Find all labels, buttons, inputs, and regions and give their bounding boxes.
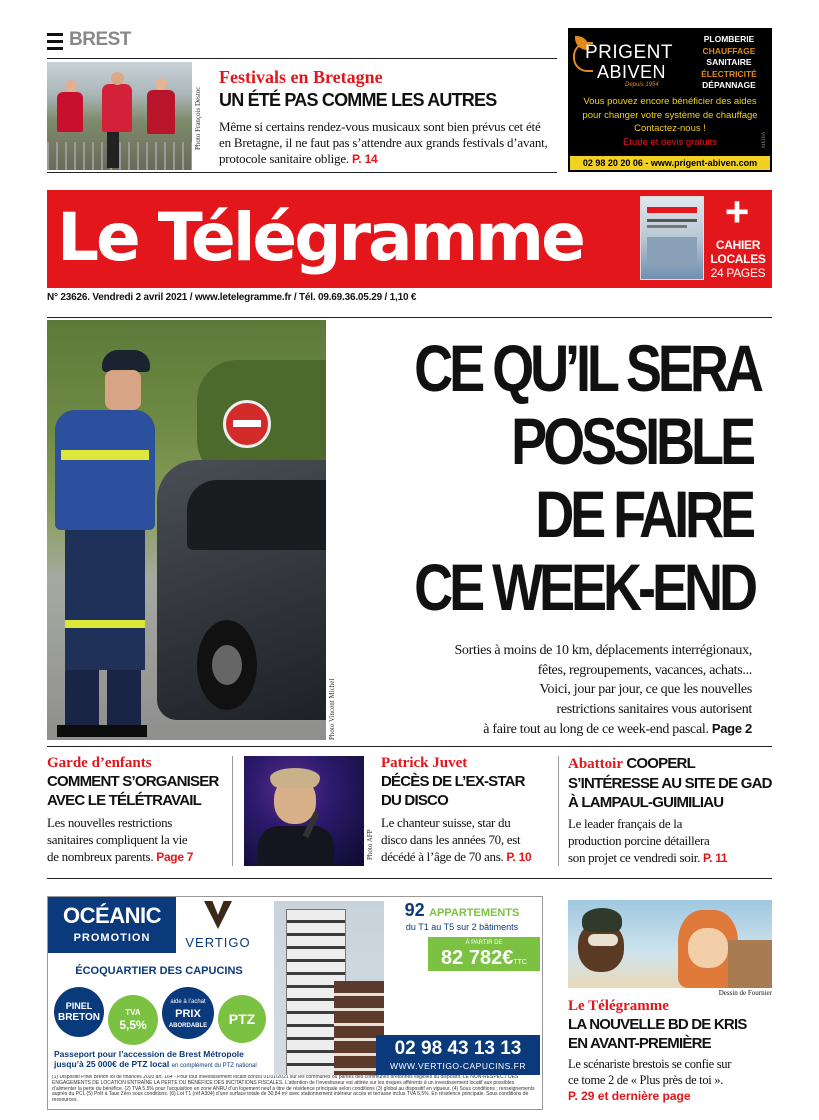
lead-headline-line: DE FAIRE [535, 477, 752, 551]
lead-rule [47, 746, 772, 747]
vertigo-logo: VERTIGO [178, 897, 258, 953]
masthead [47, 190, 772, 288]
bd-drawing [568, 900, 772, 988]
brief-body: Les nouvelles restrictions sanitaires compliquent la vie de nombreux parents. Page 7 [47, 815, 194, 864]
brief-body: Le leader français de la production porcine détaillera son projet ce vendredi soir. P. 11 [568, 816, 728, 865]
bd-teaser[interactable] [568, 997, 778, 1104]
brief-headline: Abattoir COOPERL S’INTÉRESSE AU SITE DE GAD À LAMPAUL-GUIMILIAU [568, 755, 772, 811]
juvet-photo-credit: Photo AFP [366, 829, 374, 860]
teaser-rule [47, 172, 557, 173]
lead-headline-line: POSSIBLE [511, 404, 752, 478]
lead-photo [47, 320, 326, 740]
prigent-logo: PRIGENT ABIVEN Depuis 1954 [573, 34, 679, 92]
edition-name: BREST [69, 29, 131, 50]
brief-body: Le chanteur suisse, star du disco dans les années 70, est décédé à l’âge de 70 ans. P. 10 [381, 815, 532, 864]
teaser-kicker: Festivals en Bretagne [219, 67, 383, 87]
bd-body: Le scénariste brestois se confie sur ce tome 2 de « Plus près de toi ». [568, 1057, 732, 1087]
brief-page-ref[interactable]: Page 7 [156, 850, 194, 864]
teaser-photo-credit: Photo François Destoc [194, 86, 202, 150]
lead-headline-line: CE WEEK-END [414, 550, 754, 624]
teaser-text [219, 66, 555, 167]
officer [47, 340, 167, 740]
ad-services-list: PLOMBERIE CHAUFFAGE SANITAIRE ÉLECTRICITÉ DÉPANNAGE [701, 34, 757, 90]
badge-ptz: PTZ [218, 995, 266, 1043]
edition-bar [47, 28, 557, 56]
issue-meta: N° 23626. Vendredi 2 avril 2021 / www.letelegramme.fr / Tél. 09.69.36.05.29 / 1,10 € [47, 292, 417, 303]
brief-garde-enfants[interactable] [47, 754, 227, 866]
brief-abattoir[interactable] [568, 754, 776, 867]
brief-headline: DÉCÈS DE L’EX-STAR DU DISCO [381, 773, 525, 809]
ad-footer[interactable]: 02 98 20 20 06 - www.prigent-abiven.com [570, 156, 770, 170]
lead-headline-line: CE QU’IL SERA [414, 331, 760, 405]
bd-page-ref[interactable]: P. 29 et dernière page [568, 1089, 691, 1103]
brief-headline: COMMENT S’ORGANISER AVEC LE TÉLÉTRAVAIL [47, 773, 219, 809]
oceanic-vertigo-ad[interactable] [47, 896, 543, 1110]
brief-divider [232, 756, 233, 866]
brief-page-ref[interactable]: P. 10 [506, 850, 532, 864]
brief-patrick-juvet[interactable] [381, 754, 553, 866]
cahier-thumbnail[interactable] [640, 196, 704, 280]
teaser-body [219, 119, 555, 167]
meta-rule [47, 317, 772, 318]
bd-headline: LA NOUVELLE BD DE KRIS EN AVANT-PREMIÈRE [568, 1016, 747, 1052]
teaser-headline[interactable]: UN ÉTÉ PAS COMME LES AUTRES [219, 90, 497, 110]
cahier-label: CAHIER LOCALES 24 PAGES [710, 238, 766, 280]
badge-pinel: PINEL BRETON [54, 987, 104, 1037]
hamburger-icon[interactable] [47, 32, 63, 50]
vertigo-emblem-icon [204, 901, 232, 929]
fine-print: (1) Dispositif Pinel Breton loi de finances 2020 art. 164 - Pour tout investissement locatif conclu 01/01/2021 sur les communes ou parties des communes bretonnes éligibles au dispositif. LE NON-RESPECT DES ENGAGEMENTS DE LOCATION ENTRAÎNE LA PERTE DU BÉNÉFICE DES INCITATIONS FISCALES. L’attention de l’investisseur est attirée sur les risques afférents à un investissement locatif aux possibles d’alimenter la perte du bénéfice. (2) TVA 5,5% pour l’acquisition en zone ANRU d’un logement neuf à titre de résidence principale selon conditions (3) global au dispositif en vigueur. (4) Sous conditions ; renseignements auprès du PCL (5) Prêt à Taux Zéro sous conditions. (6) Lot T1 (réf A304) d’une surface totale de 30,84 m² avec stationnement intérieur accès et terrasse inclus TVA 5,5%. En résidence principale. Sous conditions de ressources. [52, 1075, 540, 1109]
brief-page-ref[interactable]: P. 11 [703, 851, 728, 865]
price-box: À PARTIR DE 82 782€TTC [428, 937, 540, 971]
festival-photo [47, 62, 192, 170]
briefs-rule [47, 878, 772, 879]
lead-headline[interactable] [414, 331, 760, 624]
bd-drawing-credit: Dessin de Fournier [718, 989, 772, 997]
project-name: ÉCOQUARTIER DES CAPUCINS [75, 965, 243, 977]
badge-tva: TVA 5,5% [108, 995, 158, 1045]
apartments-block: 92 APPARTEMENTS du T1 au T5 sur 2 bâtiments [404, 900, 520, 932]
bd-kicker: Le Télégramme [568, 998, 669, 1014]
teaser-page-ref[interactable]: P. 14 [352, 152, 378, 166]
brief-kicker: Patrick Juvet [381, 755, 468, 771]
edition-rule [47, 58, 557, 59]
prigent-abiven-ad[interactable] [568, 28, 772, 172]
phone-box[interactable]: 02 98 43 13 13 WWW.VERTIGO-CAPUCINS.FR [376, 1035, 540, 1075]
ad-side-note: MEDIA [762, 131, 767, 148]
badge-prix: aide à l’achat PRIX ABORDABLE [162, 987, 214, 1039]
plus-icon: + [724, 188, 750, 235]
juvet-photo [244, 756, 364, 866]
lead-page-ref[interactable]: Page 2 [711, 721, 752, 736]
brief-kicker: Garde d’enfants [47, 755, 152, 771]
lead-intro: Sorties à moins de 10 km, déplacements interrégionaux, fêtes, regroupements, vacances, achats... Voici, jour par jour, ce que les nouvelles restrictions sanitaires vous autorisent à faire tout au long de ce week-end pascal. Page 2 [454, 643, 752, 737]
lead-photo-credit: Photo Vincent Michel [328, 678, 336, 740]
passport-text: Passeport pour l’accession de Brest Métropole jusqu’à 25 000€ de PTZ local en complément du PTZ national [54, 1049, 257, 1069]
brief-divider [558, 756, 559, 866]
oceanic-logo: OCÉANIC PROMOTION [48, 897, 176, 953]
brief-kicker: Abattoir [568, 756, 623, 772]
ad-message: Vous pouvez encore bénéficier des aides pour changer votre système de chauffage Contactez-nous ! Étude et devis gratuits [582, 96, 758, 148]
masthead-title[interactable]: Le Télégramme [57, 199, 583, 276]
teaser-body-text: Même si certains rendez-vous musicaux sont bien prévus cet été en Bretagne, il ne faut pas s’attendre aux grands festivals d’avant, protocole sanitaire oblige. [219, 119, 548, 166]
